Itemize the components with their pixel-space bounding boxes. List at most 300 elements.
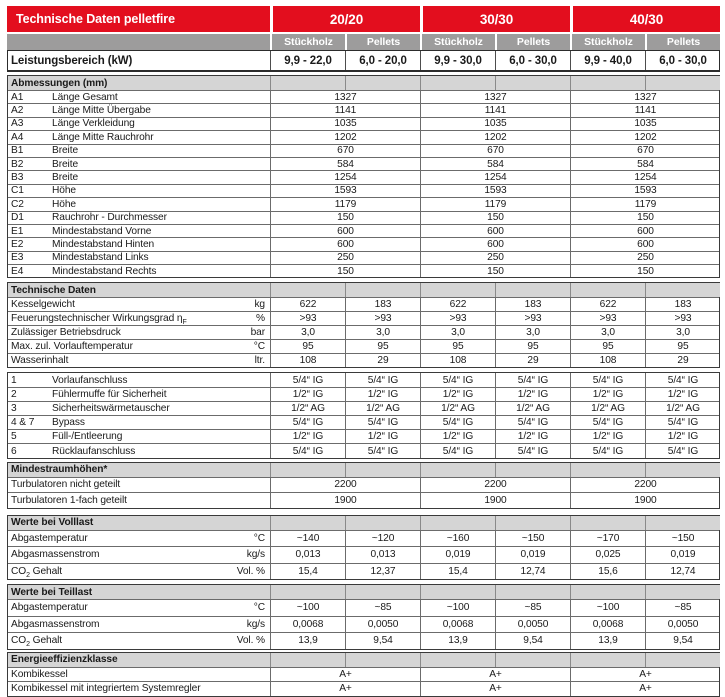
cell-value: 1/2“ AG [420, 402, 495, 415]
cell-value: 1/2“ AG [495, 402, 570, 415]
table-row [8, 264, 719, 277]
table-row [8, 353, 719, 367]
table-row [8, 681, 719, 696]
table-row [8, 477, 719, 493]
row-code: D1 [11, 212, 24, 224]
cell-value: 183 [645, 298, 720, 311]
row-code: A3 [11, 118, 24, 130]
cell-value: 29 [645, 354, 720, 367]
cell-value: 622 [570, 298, 645, 311]
cell-value: 150 [420, 265, 570, 277]
row-label: Mindestabstand Hinten [52, 238, 155, 250]
cell-value: 3,0 [270, 326, 345, 339]
section-header-cell [345, 283, 420, 297]
section-header-cell [645, 653, 720, 667]
cell-value: 0,0050 [495, 617, 570, 633]
table-section [7, 372, 720, 458]
section-header-cell [345, 516, 420, 530]
cell-value: ~170 [570, 531, 645, 547]
cell-value: 5/4“ IG [570, 373, 645, 386]
table-row [8, 373, 719, 386]
cell-value: 1/2“ AG [645, 402, 720, 415]
cell-value: 108 [570, 354, 645, 367]
cell-value: 1/2“ IG [645, 430, 720, 443]
table-row [8, 184, 719, 197]
section-header-cell [420, 516, 495, 530]
row-label: Höhe [52, 185, 76, 197]
row-label-cell [8, 416, 270, 429]
row-label-cell [8, 171, 270, 183]
cell-value: 29 [345, 354, 420, 367]
cell-value: 5/4“ IG [345, 416, 420, 429]
cell-value: 250 [570, 252, 720, 264]
cell-value: 600 [270, 225, 420, 237]
cell-value: 5/4“ IG [570, 416, 645, 429]
cell-value: 600 [270, 238, 420, 250]
table-section [7, 652, 720, 697]
model-header-30-30: 30/30 [420, 6, 570, 32]
power-range-label: Leistungsbereich (kW) [11, 54, 133, 67]
cell-value: 95 [495, 340, 570, 353]
row-unit: % [256, 313, 265, 325]
cell-value: 13,9 [270, 633, 345, 649]
table-row [8, 251, 719, 264]
row-unit: Vol. % [236, 635, 265, 647]
fuel-header-pellets: Pellets [645, 34, 720, 50]
row-label: Bypass [52, 417, 85, 429]
row-label: Turbulatoren 1-fach geteilt [11, 494, 127, 506]
row-label: Länge Verkleidung [52, 118, 135, 130]
cell-value: 95 [645, 340, 720, 353]
row-unit: kg/s [246, 618, 265, 630]
cell-value: 0,013 [345, 547, 420, 563]
section-header-cell [495, 76, 570, 90]
section-header-cell [495, 516, 570, 530]
section-header-label: Technische Daten [11, 284, 96, 296]
cell-value: 5/4“ IG [345, 373, 420, 386]
row-label-cell [8, 131, 270, 143]
cell-value: 1900 [420, 493, 570, 508]
cell-value: 1593 [270, 185, 420, 197]
cell-value: 1327 [270, 91, 420, 103]
cell-value: 1254 [570, 171, 720, 183]
cell-value: 1202 [420, 131, 570, 143]
cell-value: 1/2“ IG [420, 388, 495, 401]
row-label: Rauchrohr - Durchmesser [52, 212, 167, 224]
cell-value: 584 [570, 158, 720, 170]
section-header-label: Mindestraumhöhen* [11, 464, 108, 476]
cell-value: 95 [270, 340, 345, 353]
cell-value: 0,013 [270, 547, 345, 563]
section-header-cell [570, 585, 645, 599]
table-section [7, 462, 720, 509]
row-code: 1 [11, 374, 17, 386]
table-row [8, 563, 719, 580]
cell-value: 1/2“ IG [270, 388, 345, 401]
table-row [8, 599, 719, 616]
cell-value: 1/2“ IG [570, 388, 645, 401]
row-label: Feuerungstechnischer Wirkungsgrad $\eta_F$ [11, 313, 187, 327]
cell-value: ~140 [270, 531, 345, 547]
section-header-row [8, 463, 719, 477]
fuel-header-stueckholz: Stückholz [420, 34, 495, 50]
row-label: Länge Gesamt [52, 91, 118, 103]
cell-value: 0,0068 [570, 617, 645, 633]
section-header-cell [495, 585, 570, 599]
cell-value: 1/2“ AG [570, 402, 645, 415]
cell-value: 3,0 [570, 326, 645, 339]
row-label-cell [8, 118, 270, 130]
row-label: Füll-/Entleerung [52, 431, 123, 443]
table-row [8, 492, 719, 508]
cell-value: 108 [420, 354, 495, 367]
cell-value: ~160 [420, 531, 495, 547]
cell-value: 29 [495, 354, 570, 367]
row-label: $CO_2$ Gehalt [11, 565, 63, 579]
cell-value: 1141 [420, 104, 570, 116]
row-unit: °C [253, 341, 265, 353]
section-header-cell [270, 585, 345, 599]
cell-value: 9,54 [645, 633, 720, 649]
table-row [8, 415, 719, 429]
cell-value: ~85 [645, 600, 720, 616]
row-label: Abgasmassenstrom [11, 618, 100, 630]
cell-value: A+ [420, 682, 570, 696]
row-label: Kombikessel mit integriertem Systemregler [11, 683, 201, 695]
cell-value: 5/4“ IG [420, 416, 495, 429]
cell-value: 183 [345, 298, 420, 311]
cell-value: 12,74 [495, 564, 570, 580]
cell-value: 1/2“ IG [270, 430, 345, 443]
fuel-header-pellets: Pellets [345, 34, 420, 50]
row-label-cell [8, 238, 270, 250]
section-header-cell [570, 463, 645, 477]
cell-value: 0,0050 [345, 617, 420, 633]
cell-value: 1/2“ IG [420, 430, 495, 443]
cell-value: 5/4“ IG [270, 416, 345, 429]
fuel-header-stueckholz: Stückholz [270, 34, 345, 50]
cell-value: 13,9 [420, 633, 495, 649]
section-header-label: Energieeffizienzklasse [11, 654, 118, 666]
cell-value: 15,6 [570, 564, 645, 580]
cell-value: 150 [570, 212, 720, 224]
cell-value: 5/4“ IG [645, 416, 720, 429]
section-header-cell [645, 76, 720, 90]
row-label-cell [8, 373, 270, 386]
cell-value: 600 [570, 225, 720, 237]
row-label-cell [8, 633, 270, 649]
cell-value: 95 [570, 340, 645, 353]
cell-value: 1/2“ IG [645, 388, 720, 401]
cell-value: ~120 [345, 531, 420, 547]
cell-value: 0,019 [420, 547, 495, 563]
cell-value: 5/4“ IG [570, 444, 645, 457]
row-label-cell [8, 252, 270, 264]
row-label-cell [8, 265, 270, 277]
cell-value: 5/4“ IG [345, 444, 420, 457]
cell-value: 250 [270, 252, 420, 264]
cell-value: 1/2“ IG [495, 430, 570, 443]
cell-value: 1593 [420, 185, 570, 197]
section-header-cell [570, 653, 645, 667]
section-header-cell [270, 463, 345, 477]
cell-value: 2200 [420, 478, 570, 493]
cell-value: A+ [270, 668, 420, 682]
table-row [8, 157, 719, 170]
power-range-value: 9,9 - 30,0 [420, 51, 495, 70]
section-header-cell [345, 76, 420, 90]
row-code: A2 [11, 105, 24, 117]
table-row [8, 401, 719, 415]
row-label: Abgastemperatur [11, 602, 88, 614]
row-code: B1 [11, 145, 24, 157]
cell-value: 1/2“ IG [345, 430, 420, 443]
section-header-row [8, 653, 719, 667]
cell-value: 183 [495, 298, 570, 311]
table-section [7, 584, 720, 650]
row-code: B2 [11, 158, 24, 170]
section-header-cell [495, 463, 570, 477]
table-row [8, 429, 719, 443]
row-label: Max. zul. Vorlauftemperatur [11, 341, 133, 353]
row-label: Sicherheitswärmetauscher [52, 402, 170, 414]
cell-value: 1141 [270, 104, 420, 116]
row-label-cell [8, 326, 270, 339]
cell-value: ~85 [495, 600, 570, 616]
row-label: Zulässiger Betriebsdruck [11, 327, 121, 339]
row-unit: °C [253, 602, 265, 614]
section-header-cell [495, 283, 570, 297]
cell-value: 600 [570, 238, 720, 250]
table-row [8, 325, 719, 339]
section-header-cell [570, 516, 645, 530]
fuel-header-band [7, 34, 720, 50]
cell-value: 0,0068 [420, 617, 495, 633]
section-header-cell [345, 463, 420, 477]
row-label-cell [8, 668, 270, 682]
row-code: E2 [11, 238, 24, 250]
cell-value: 1179 [420, 198, 570, 210]
section-header-cell [570, 283, 645, 297]
row-label: Kombikessel [11, 668, 68, 680]
fuel-header-spacer [7, 34, 270, 50]
row-unit: kg/s [246, 549, 265, 561]
row-code: 5 [11, 431, 17, 443]
cell-value: ~150 [495, 531, 570, 547]
row-code: E1 [11, 225, 24, 237]
row-label-cell [8, 340, 270, 353]
cell-value: 1035 [270, 118, 420, 130]
cell-value: 150 [420, 212, 570, 224]
cell-value: 670 [570, 145, 720, 157]
table-row [8, 297, 719, 311]
row-label: Breite [52, 172, 79, 184]
row-label-cell [8, 600, 270, 616]
cell-value: 1/2“ IG [495, 388, 570, 401]
row-unit: bar [250, 327, 265, 339]
cell-value: 12,37 [345, 564, 420, 580]
cell-value: 0,019 [495, 547, 570, 563]
cell-value: A+ [420, 668, 570, 682]
model-header-40-30: 40/30 [570, 6, 720, 32]
table-row [8, 632, 719, 649]
section-header-row [8, 585, 719, 599]
cell-value: 1035 [570, 118, 720, 130]
cell-value: 0,025 [570, 547, 645, 563]
cell-value: 13,9 [570, 633, 645, 649]
cell-value: 12,74 [645, 564, 720, 580]
cell-value: 15,4 [270, 564, 345, 580]
table-row [8, 387, 719, 401]
power-range-value: 9,9 - 40,0 [570, 51, 645, 70]
row-label-cell [8, 158, 270, 170]
table-row [8, 130, 719, 143]
row-label-cell [8, 682, 270, 696]
cell-value: 1141 [570, 104, 720, 116]
cell-value: 1202 [270, 131, 420, 143]
row-unit: °C [253, 532, 265, 544]
row-code: C1 [11, 185, 24, 197]
cell-value: ~100 [270, 600, 345, 616]
cell-value: 108 [270, 354, 345, 367]
cell-value: 5/4“ IG [645, 373, 720, 386]
cell-value: 1254 [420, 171, 570, 183]
row-code: 6 [11, 445, 17, 457]
row-label: Vorlaufanschluss [52, 374, 128, 386]
row-label-cell [8, 104, 270, 116]
cell-value: 95 [345, 340, 420, 353]
cell-value: >93 [645, 312, 720, 325]
cell-value: 584 [270, 158, 420, 170]
cell-value: 622 [420, 298, 495, 311]
row-label-cell [8, 225, 270, 237]
section-header-cell [270, 76, 345, 90]
power-range-value: 9,9 - 22,0 [270, 51, 345, 70]
power-range-value: 6,0 - 20,0 [345, 51, 420, 70]
row-label-cell [8, 91, 270, 103]
section-header-row [8, 283, 719, 297]
table-section [7, 75, 720, 278]
cell-value: 2200 [570, 478, 720, 493]
table-row [8, 224, 719, 237]
cell-value: 150 [570, 265, 720, 277]
section-header-label: Werte bei Volllast [11, 517, 94, 529]
row-label: Wasserinhalt [11, 355, 69, 367]
row-label: Mindestabstand Links [52, 252, 149, 264]
cell-value: 1254 [270, 171, 420, 183]
section-header-cell [420, 283, 495, 297]
row-label: Länge Mitte Übergabe [52, 105, 151, 117]
section-header-cell [270, 653, 345, 667]
cell-value: A+ [270, 682, 420, 696]
row-label-cell [8, 354, 270, 367]
model-header-20-20: 20/20 [270, 6, 420, 32]
section-header-cell [420, 463, 495, 477]
row-label-cell [8, 478, 270, 493]
cell-value: 5/4“ IG [270, 444, 345, 457]
section-header-cell [645, 463, 720, 477]
cell-value: ~150 [645, 531, 720, 547]
cell-value: 670 [420, 145, 570, 157]
table-row [8, 443, 719, 457]
row-label-cell [8, 298, 270, 311]
section-header-cell [345, 585, 420, 599]
cell-value: 3,0 [345, 326, 420, 339]
cell-value: 600 [420, 225, 570, 237]
cell-value: >93 [270, 312, 345, 325]
row-label-cell [8, 312, 270, 325]
table-row [8, 170, 719, 183]
row-label: $CO_2$ Gehalt [11, 635, 63, 649]
section-header-row [8, 76, 719, 90]
table-title: Technische Daten pelletfire [7, 6, 270, 32]
cell-value: 1900 [270, 493, 420, 508]
section-header-cell [345, 653, 420, 667]
cell-value: 1035 [420, 118, 570, 130]
table-row [8, 616, 719, 633]
row-code: A4 [11, 131, 24, 143]
row-code: 3 [11, 402, 17, 414]
row-unit: kg [254, 299, 265, 311]
row-code: E4 [11, 265, 24, 277]
section-header-cell [495, 653, 570, 667]
row-label: Breite [52, 158, 79, 170]
cell-value: 584 [420, 158, 570, 170]
table-row [8, 530, 719, 547]
table-row [8, 117, 719, 130]
table-row [8, 339, 719, 353]
row-code: A1 [11, 91, 24, 103]
cell-value: 0,0068 [270, 617, 345, 633]
row-label: Abgastemperatur [11, 532, 88, 544]
row-label-cell [8, 388, 270, 401]
cell-value: 1/2“ IG [345, 388, 420, 401]
row-label-cell [8, 402, 270, 415]
cell-value: 15,4 [420, 564, 495, 580]
cell-value: 1593 [570, 185, 720, 197]
row-label: Turbulatoren nicht geteilt [11, 479, 121, 491]
cell-value: 95 [420, 340, 495, 353]
row-code: B3 [11, 172, 24, 184]
table-row [8, 667, 719, 682]
row-code: 2 [11, 388, 17, 400]
row-label-cell [8, 430, 270, 443]
table-section [7, 282, 720, 368]
power-range-value: 6,0 - 30,0 [645, 51, 720, 70]
cell-value: >93 [345, 312, 420, 325]
table-row [8, 197, 719, 210]
cell-value: 250 [420, 252, 570, 264]
row-label: Mindestabstand Rechts [52, 265, 157, 277]
row-code: C2 [11, 198, 24, 210]
table-row [8, 311, 719, 325]
cell-value: ~100 [420, 600, 495, 616]
cell-value: 670 [270, 145, 420, 157]
table-row [8, 103, 719, 116]
row-label-cell [8, 564, 270, 580]
row-label-cell [8, 198, 270, 210]
cell-value: >93 [495, 312, 570, 325]
row-code: E3 [11, 252, 24, 264]
power-range-row [8, 51, 719, 70]
cell-value: 600 [420, 238, 570, 250]
row-label-cell [8, 617, 270, 633]
row-label: Kesselgewicht [11, 299, 75, 311]
cell-value: 3,0 [495, 326, 570, 339]
cell-value: 5/4“ IG [420, 444, 495, 457]
cell-value: 5/4“ IG [645, 444, 720, 457]
cell-value: >93 [570, 312, 645, 325]
